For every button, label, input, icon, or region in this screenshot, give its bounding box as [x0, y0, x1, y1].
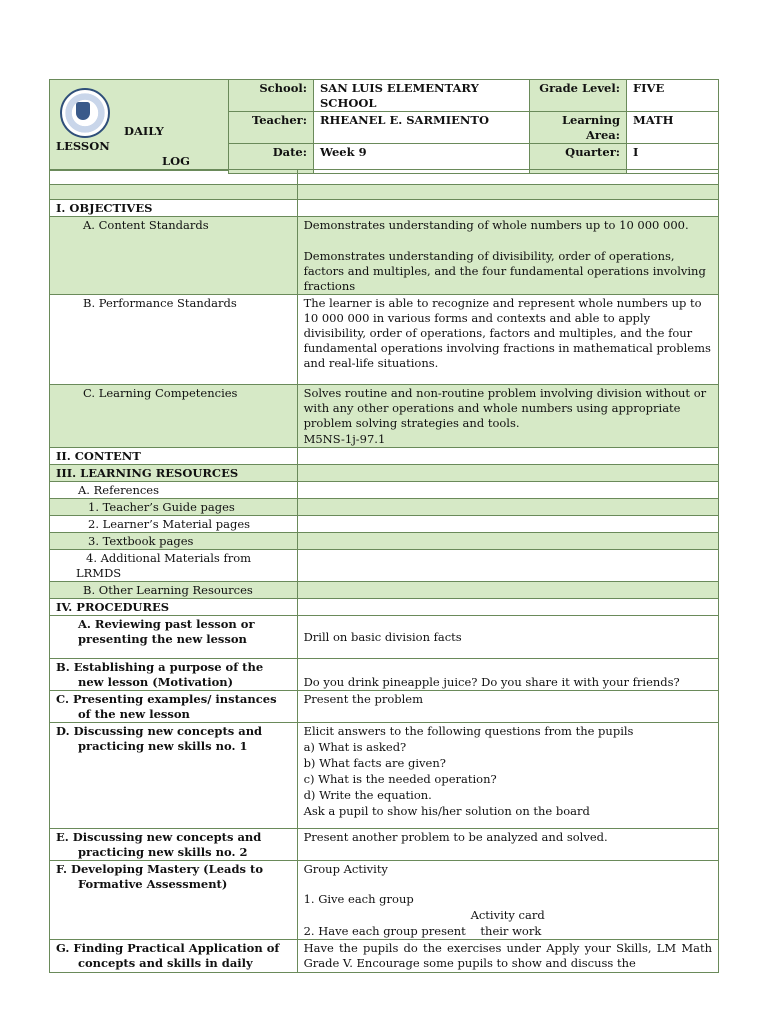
proc-b-label: B. Establishing a purpose of the new lesson (Motivation) — [56, 660, 264, 689]
proc-d-line: Ask a pupil to show his/her solution on the board — [303, 804, 590, 818]
area-label: Learning Area: — [561, 113, 620, 142]
header-info-table — [228, 79, 719, 174]
objectives-heading: I. OBJECTIVES — [56, 201, 153, 215]
area-value: MATH — [633, 113, 674, 127]
lesson-table — [49, 169, 719, 973]
procedures-heading: IV. PROCEDURES — [56, 600, 170, 614]
proc-f-label: F. Developing Mastery (Leads to Formative Assessment) — [56, 862, 263, 891]
performance-standards-label: B. Performance Standards — [83, 296, 237, 310]
proc-g-label: G. Finding Practical Application of concepts and skills in daily — [56, 941, 280, 970]
proc-g-text: Have the pupils do the exercises under Apply your Skills, LM Math Grade V. Encourage some pupils to show and discuss the — [303, 941, 712, 970]
proc-d-line: b) What facts are given? — [303, 756, 446, 770]
resources-heading: III. LEARNING RESOURCES — [56, 466, 239, 480]
proc-c-label: C. Presenting examples/ instances of the new lesson — [56, 692, 277, 721]
content-heading: II. CONTENT — [56, 449, 141, 463]
proc-d-line: Elicit answers to the following questions from the pupils — [303, 724, 634, 738]
additional-materials-label: 4. Additional Materials from LRMDS — [76, 551, 252, 580]
quarter-label: Quarter: — [565, 145, 620, 159]
content-standards-text-2: Demonstrates understanding of divisibility, order of operations, factors and multiples, and the four fundamental operations involving fractions — [303, 249, 706, 293]
other-resources-label: B. Other Learning Resources — [83, 583, 253, 597]
grade-value: FIVE — [633, 81, 665, 95]
references-label: A. References — [78, 483, 159, 497]
title-daily: DAILY — [124, 124, 164, 138]
teacher-label: Teacher: — [252, 113, 307, 127]
proc-f-line: 2. Have each group present their work — [303, 924, 542, 938]
title-log: LOG — [162, 154, 190, 168]
deped-seal-logo — [60, 88, 110, 138]
proc-c-text: Present the problem — [303, 692, 424, 706]
content-standards-label: A. Content Standards — [83, 218, 209, 232]
teacher-value: RHEANEL E. SARMIENTO — [320, 113, 489, 127]
performance-standards-text: The learner is able to recognize and represent whole numbers up to 10 000 000 in various forms and contexts and able to apply divisibility, order of operations, factors and multiples, and the four fundamental operations involving fractions in mathematical problems and real-life situations. — [303, 296, 711, 370]
date-label: Date: — [272, 145, 307, 159]
school-label: School: — [259, 81, 307, 95]
proc-f-line: Activity card — [470, 908, 545, 922]
proc-e-text: Present another problem to be analyzed and solved. — [303, 830, 608, 844]
grade-label: Grade Level: — [539, 81, 620, 95]
proc-d-label: D. Discussing new concepts and practicing new skills no. 1 — [56, 724, 263, 753]
competencies-label: C. Learning Competencies — [83, 386, 238, 400]
competencies-code: M5NS-1j-97.1 — [303, 432, 386, 446]
proc-f-line: Group Activity — [303, 862, 388, 876]
date-value: Week 9 — [320, 145, 367, 159]
tg-pages-label: 1. Teacher’s Guide pages — [88, 500, 235, 514]
proc-e-label: E. Discussing new concepts and practicing new skills no. 2 — [56, 830, 262, 859]
proc-a-label: A. Reviewing past lesson or presenting the new lesson — [78, 617, 255, 646]
proc-d-line: c) What is the needed operation? — [303, 772, 497, 786]
quarter-value: I — [633, 145, 639, 159]
proc-d-line: d) Write the equation. — [303, 788, 432, 802]
proc-f-line: 1. Give each group — [303, 892, 414, 906]
proc-d-line: a) What is asked? — [303, 740, 407, 754]
proc-b-text: Do you drink pineapple juice? Do you share it with your friends? — [303, 675, 680, 689]
proc-a-text: Drill on basic division facts — [303, 630, 462, 644]
competencies-text: Solves routine and non-routine problem involving division without or with any other operations and whole numbers using appropriate problem solving strategies and tools. — [303, 386, 707, 430]
school-value: SAN LUIS ELEMENTARY SCHOOL — [320, 81, 479, 110]
title-lesson: LESSON — [56, 139, 110, 153]
lm-pages-label: 2. Learner’s Material pages — [88, 517, 251, 531]
content-standards-text-1: Demonstrates understanding of whole numbers up to 10 000 000. — [303, 218, 689, 232]
textbook-pages-label: 3. Textbook pages — [88, 534, 194, 548]
